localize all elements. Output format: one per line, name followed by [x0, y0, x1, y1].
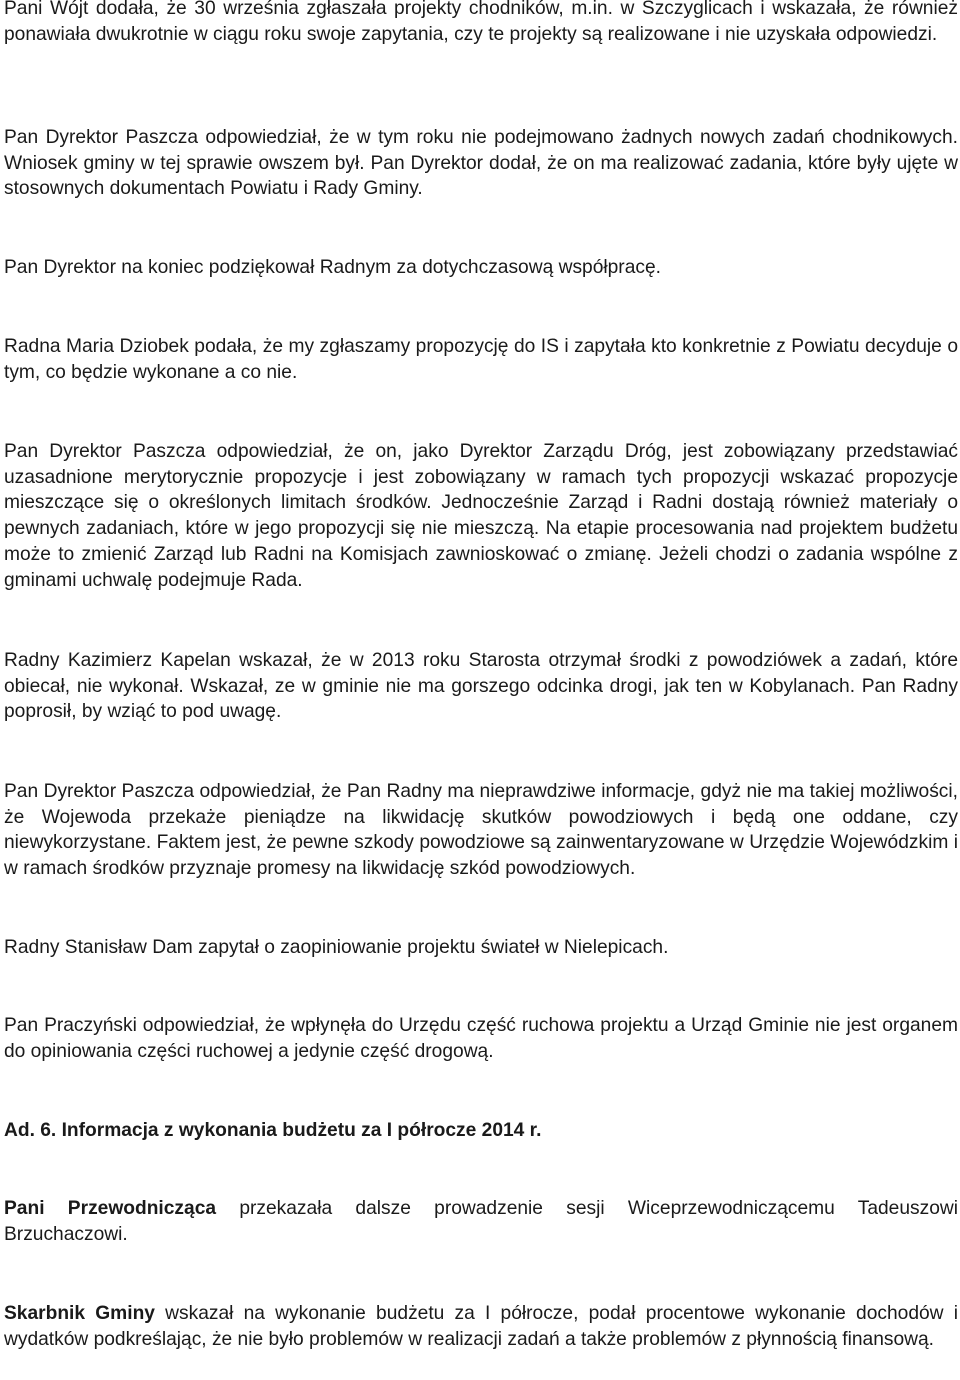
paragraph-radny-dam: Radny Stanisław Dam zapytał o zaopiniowanie projektu świateł w Nielepicach. — [4, 937, 669, 958]
paragraph-skarbnik — [4, 1301, 958, 1352]
paragraph-przewodniczaca — [4, 1196, 958, 1247]
paragraph-dyrektor-powodz: Pan Dyrektor Paszcza odpowiedział, że Pan Radny ma nieprawdziwe informacje, gdyż nie ma takiej możliwości, że Wojewoda przekaże pieniądze na likwidację skutków powodziowych i będą one oddane, czy niewykorzystane. Faktem jest, że pewne szkody powodziowe są zainwentaryzowane w Urzędzie Wojewódzkim i w ramach środków przyznaje promesy na likwidację szkód powodziowych. — [4, 781, 958, 880]
paragraph-radna-dziobek: Radna Maria Dziobek podała, że my zgłaszamy propozycję do IS i zapytała kto konkretnie z Powiatu decyduje o tym, co będzie wykonane a co nie. — [4, 336, 958, 383]
paragraph-dyrektor-odpowiedz: Pan Dyrektor Paszcza odpowiedział, że w tym roku nie podejmowano żadnych nowych zadań chodnikowych. Wniosek gminy w tej sprawie owszem był. Pan Dyrektor dodał, że on ma realizować zadania, które były ujęte w stosownych dokumentach Powiatu i Rady Gminy. — [4, 127, 958, 200]
paragraph-dyrektor-podziekowanie: Pan Dyrektor na koniec podziękował Radnym za dotychczasową współpracę. — [4, 257, 661, 278]
speaker-text: przekazała dalsze prowadzenie sesji Wiceprzewodniczącemu Tadeuszowi Brzuchaczowi. — [4, 1198, 958, 1245]
paragraph-radny-kapelan: Radny Kazimierz Kapelan wskazał, że w 2013 roku Starosta otrzymał środki z powodziówek a zadań, które obiecał, nie wykonał. Wskazał, ze w gminie nie ma gorszego odcinka drogi, jak ten w Kobylanach. Pan Radny poprosił, by wziąć to pod uwagę. — [4, 650, 958, 723]
paragraph-praczynski: Pan Praczyński odpowiedział, że wpłynęła do Urzędu część ruchowa projektu a Urząd Gminie nie jest organem do opiniowania części ruchowej a jedynie część drogową. — [4, 1015, 958, 1062]
speaker-name: Skarbnik Gminy — [4, 1303, 155, 1324]
paragraph-wojt-chodniki: Pani Wójt dodała, że 30 września zgłaszała projekty chodników, m.in. w Szczyglicach i wskazała, że również ponawiała dwukrotnie w ciągu roku swoje zapytania, czy te projekty są realizowane i nie uzyskała odpowiedzi. — [4, 0, 958, 45]
speaker-name: Pani Przewodnicząca — [4, 1198, 217, 1219]
speaker-text: wskazał na wykonanie budżetu za I półrocze, podał procentowe wykonanie dochodów i wydatków podkreślając, że nie było problemów w realizacji zadań a także problemów z płynnością finansową. — [4, 1303, 958, 1350]
paragraph-dyrektor-zarzad-drog: Pan Dyrektor Paszcza odpowiedział, że on, jako Dyrektor Zarządu Dróg, jest zobowiązany przedstawiać uzasadnione merytorycznie propozycje i jest zobowiązany w ramach tych propozycji wskazać propozycje mieszczące się o określonych limitach środków. Jednocześnie Zarząd i Radni dostają również materiały o pewnych zadaniach, które w jego propozycji się nie mieszczą. Na etapie procesowania nad projektem budżetu może to zmienić Zarząd lub Radni na Komisjach zawnioskować o zmianę. Jeżeli chodzi o zadania wspólne z gminami uchwalę podejmuje Rada. — [4, 441, 958, 591]
section-heading: Ad. 6. Informacja z wykonania budżetu za I półrocze 2014 r. — [4, 1120, 542, 1141]
